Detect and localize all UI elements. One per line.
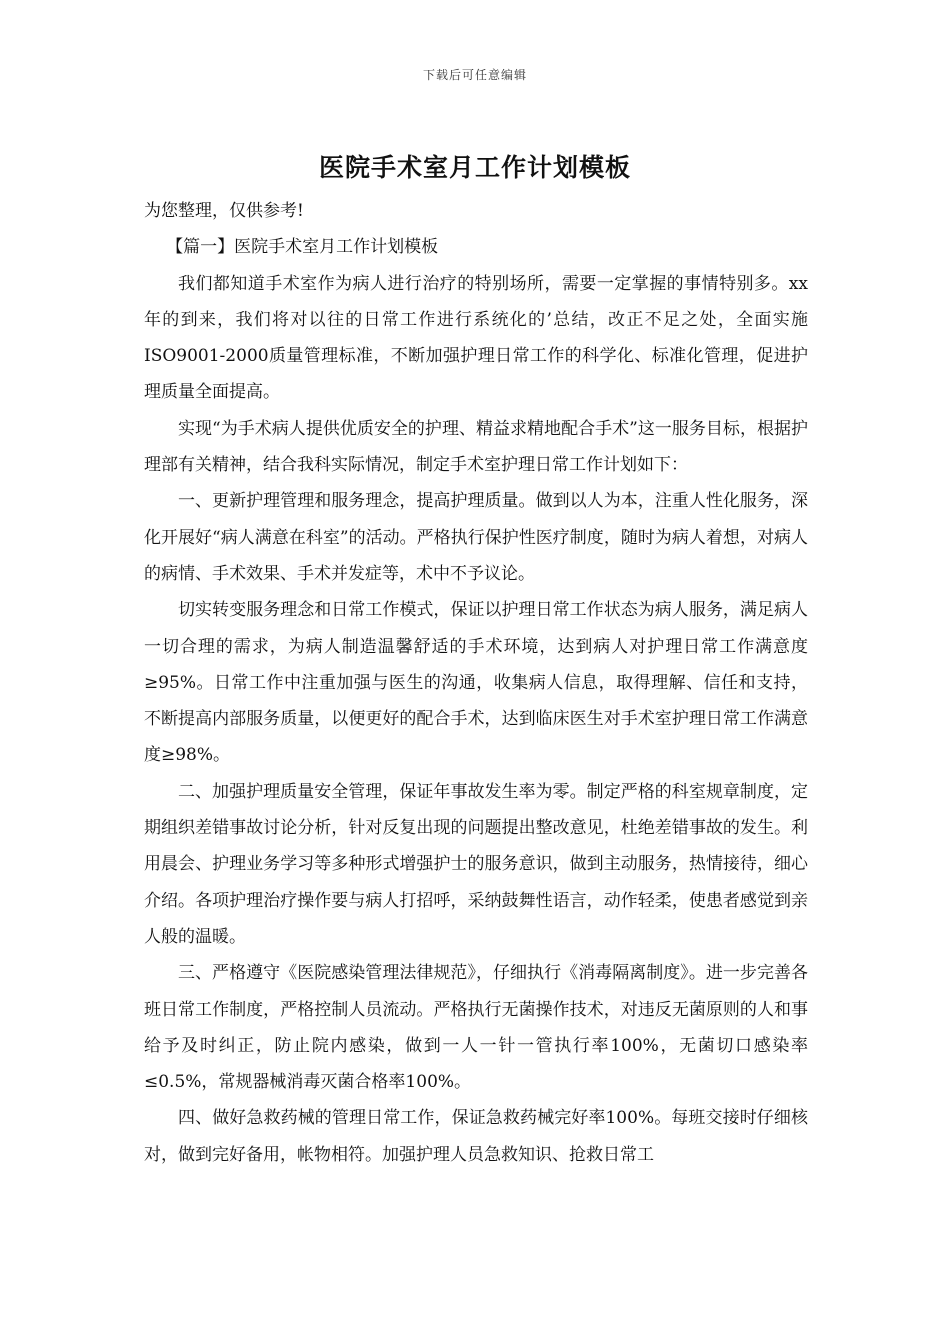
paragraph: 二、加强护理质量安全管理，保证年事故发生率为零。制定严格的科室规章制度，定期组织差错事故讨论分析，针对反复出现的问题提出整改意见，杜绝差错事故的发生。利用晨会、护理业务学习等多种形式增强护士的服务意识，做到主动服务，热情接待，细心介绍。各项护理治疗操作要与病人打招呼，采纳鼓舞性语言，动作轻柔，使患者感觉到亲人般的温暖。 [144,781,808,947]
intro-line: 为您整理，仅供参考! [144,201,304,221]
paragraph: 切实转变服务理念和日常工作模式，保证以护理日常工作状态为病人服务，满足病人一切合理的需求，为病人制造温馨舒适的手术环境，达到病人对护理日常工作满意度≥95%。日常工作中注重加强与医生的沟通，收集病人信息，取得理解、信任和支持，不断提高内部服务质量，以便更好的配合手术，达到临床医生对手术室护理日常工作满意度≥98%。 [144,600,808,766]
paragraph: 我们都知道手术室作为病人进行治疗的特别场所，需要一定掌握的事情特别多。xx年的到来，我们将对以往的日常工作进行系统化的’总结，改正不足之处，全面实施ISO9001-2000质量管理标准，不断加强护理日常工作的科学化、标准化管理，促进护理质量全面提高。 [144,273,808,403]
header-note: 下载后可任意编辑 [422,68,527,82]
paragraph: 四、做好急救药械的管理日常工作，保证急救药械完好率100%。每班交接时仔细核对，做到完好备用，帐物相符。加强护理人员急救知识、抢救日常工 [144,1108,808,1165]
paragraph: 三、严格遵守《医院感染管理法律规范》，仔细执行《消毒隔离制度》。进一步完善各班日常工作制度，严格控制人员流动。严格执行无菌操作技术，对违反无菌原则的人和事给予及时纠正，防止院内感染，做到一人一针一管执行率100%，无菌切口感染率≤0.5%，常规器械消毒灭菌合格率100%。 [144,963,808,1093]
section-heading: 【篇一】医院手术室月工作计划模板 [166,237,439,258]
paragraph: 实现“为手术病人提供优质安全的护理、精益求精地配合手术”这一服务目标，根据护理部有关精神，结合我科实际情况，制定手术室护理日常工作计划如下： [144,418,808,476]
document-body [144,193,808,1173]
document-title: 医院手术室月工作计划模板 [318,153,631,182]
paragraph: 一、更新护理管理和服务理念，提高护理质量。做到以人为本，注重人性化服务，深化开展好“病人满意在科室”的活动。严格执行保护性医疗制度，随时为病人着想，对病人的病情、手术效果、手术并发症等，术中不予议论。 [144,491,808,584]
